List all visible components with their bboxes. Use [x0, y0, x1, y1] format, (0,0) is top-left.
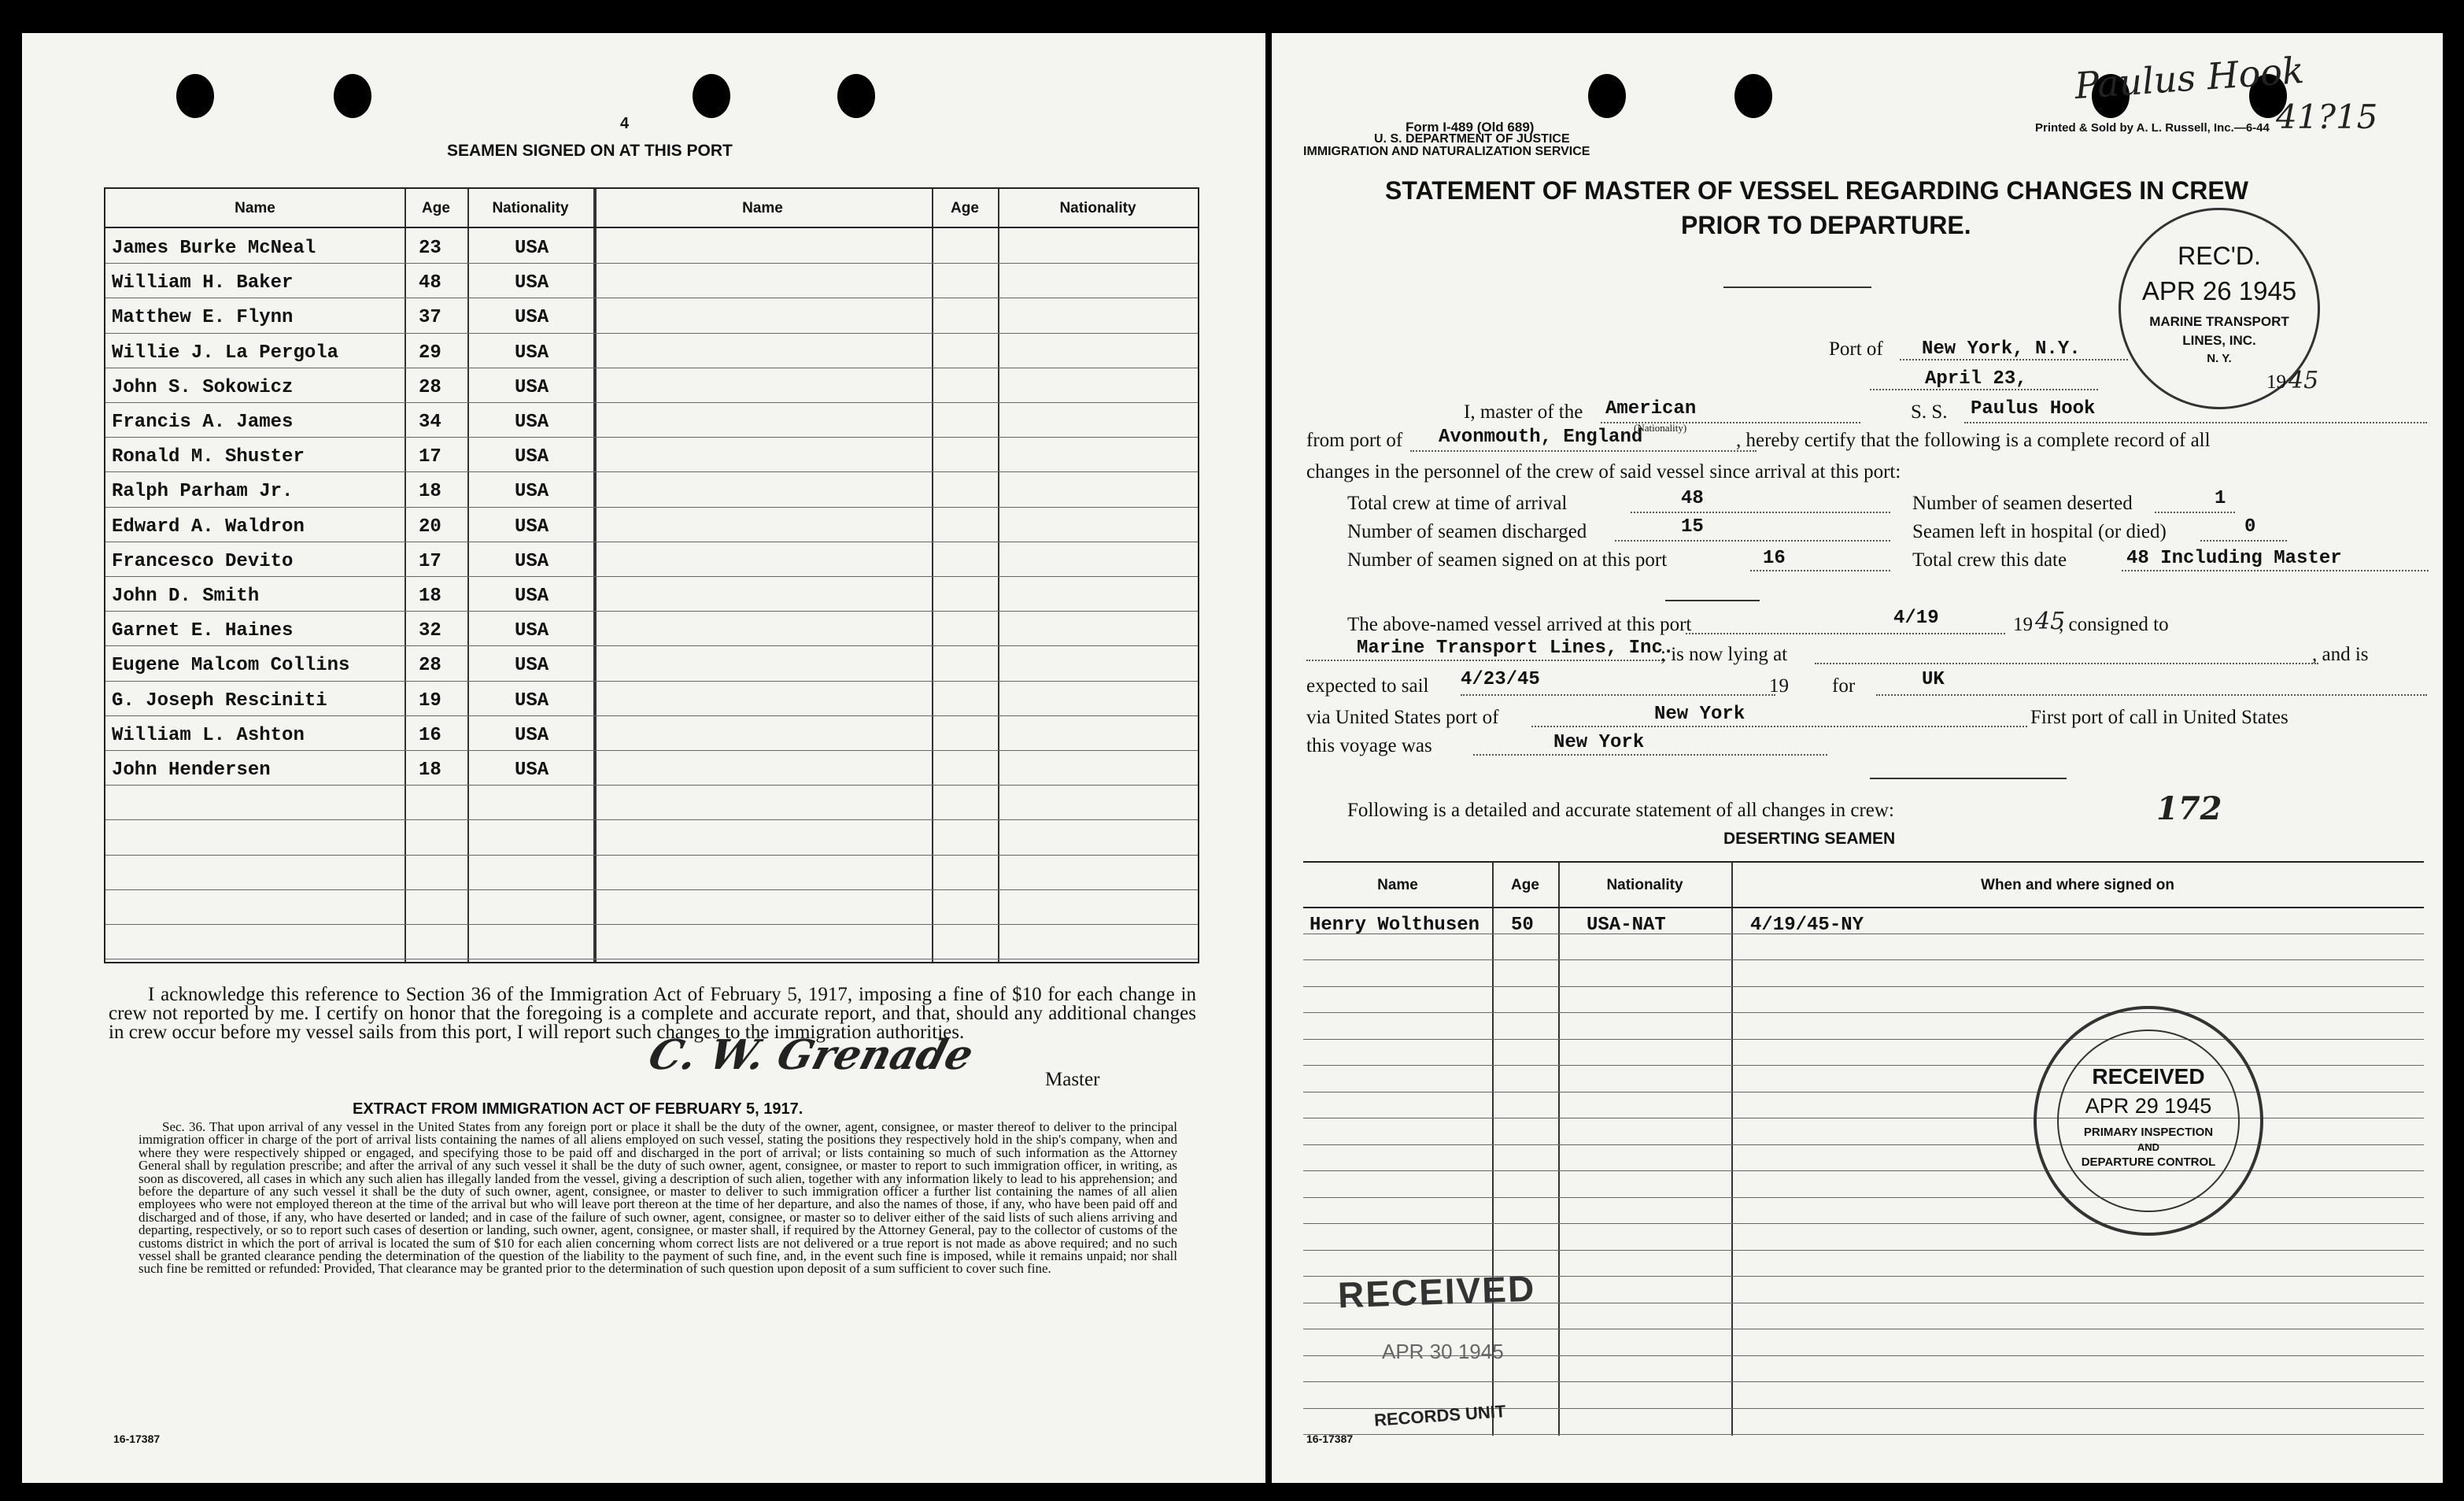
- crew-age: 28: [419, 655, 441, 677]
- arrived-label: The above-named vessel arrived at this port: [1347, 614, 1692, 635]
- row-rule: [1303, 1434, 2424, 1435]
- crew-age: 18: [419, 760, 441, 781]
- stat-arrival-value: 48: [1681, 488, 1704, 509]
- deserting-col-age: Age: [1511, 877, 1539, 893]
- crew-age: 19: [419, 689, 441, 712]
- voyage-label: this voyage was: [1306, 735, 1432, 756]
- crew-nationality: USA: [515, 655, 549, 677]
- extract-title: EXTRACT FROM IMMIGRATION ACT OF FEBRUARY 5, 1917.: [353, 1100, 803, 1118]
- form-subtitle: PRIOR TO DEPARTURE.: [1681, 211, 1971, 239]
- department: U. S. DEPARTMENT OF JUSTICE: [1374, 132, 1570, 146]
- crew-age: 17: [419, 446, 441, 468]
- crew-nationality: USA: [515, 342, 549, 364]
- row-rule: [105, 819, 1198, 820]
- deserter-age: 50: [1511, 915, 1534, 936]
- crew-name: Willie J. La Pergola: [112, 342, 339, 364]
- right-page: [1272, 33, 2443, 1483]
- stat-discharged-value: 15: [1681, 516, 1704, 538]
- punch-hole: [1588, 74, 1626, 118]
- year-prefix: 19: [1769, 675, 1789, 697]
- stat-signed-on-value: 16: [1763, 548, 1786, 569]
- handwritten-ship-name: Paulus Hook: [2073, 48, 2306, 108]
- col-header-nationality-2: Nationality: [1059, 200, 1136, 216]
- row-rule: [105, 645, 1198, 646]
- crew-nationality: USA: [515, 620, 549, 642]
- form-code: 16-17387: [1306, 1433, 1354, 1445]
- punch-hole: [176, 74, 214, 118]
- master-label: Master: [1045, 1069, 1100, 1090]
- crew-age: 23: [419, 238, 441, 259]
- crew-age: 32: [419, 620, 441, 642]
- crew-name: Matthew E. Flynn: [112, 307, 294, 329]
- row-rule: [105, 681, 1198, 682]
- form-title: STATEMENT OF MASTER OF VESSEL REGARDING CHANGES IN CREW: [1385, 176, 2248, 205]
- consigned-label: , consigned to: [2059, 614, 2169, 635]
- form-code: 16-17387: [113, 1433, 161, 1445]
- handwritten-number: 41?15: [2276, 98, 2378, 136]
- following-text: Following is a detailed and accurate statement of all changes in crew:: [1347, 800, 1894, 821]
- port-label: Port of: [1829, 338, 1883, 360]
- crew-nationality: USA: [515, 307, 549, 329]
- crew-nationality: USA: [515, 412, 549, 433]
- row-rule: [1303, 959, 2424, 960]
- deserter-nationality: USA-NAT: [1587, 915, 1666, 936]
- crew-name: John D. Smith: [112, 586, 260, 607]
- col-header-name-2: Name: [742, 200, 783, 216]
- row-rule: [1303, 1170, 2424, 1171]
- crew-name: James Burke McNeal: [112, 238, 316, 259]
- for-label: for: [1832, 675, 1856, 697]
- page-number: 4: [620, 115, 630, 132]
- crew-name: Edward A. Waldron: [112, 516, 305, 538]
- stat-label: Seamen left in hospital (or died): [1912, 521, 2167, 542]
- crew-nationality: USA: [515, 238, 549, 259]
- extract-text: Sec. 36. That upon arrival of any vessel in the United States from any foreign port or place it shall be the duty of the owner, agent, consignee, or master thereof to deliver to the principal immigration officer in charge of the port of arrival lists containing the names of all aliens employed on such vessel, stating the positions they respectively hold in the ship's company, when and where they were respectively shipped or engaged, and specifying those to be paid off and discharged in the port of arrival; or lists containing so much of such information as the Attorney General shall by regulation prescribe; and after the arrival of any such vessel it shall be the duty of such owner, agent, consignee, or master to report to such immigration officer, in writing, as soon as discovered, all cases in which any such alien has illegally landed from the vessel, giving a description of such alien, together with any information likely to lead to his apprehension; and before the departure of any such vessel it shall be the duty of such owner, agent, consignee, or master to deliver to such immigration officer a further list containing the names of all alien employees who were not employed thereon at the time of the arrival but who will leave port thereon at the time of her departure, and also the names of those, if any, who have been paid off and discharged and of those, if any, who have deserted or landed; and in case of the failure of such owner, agent, consignee, or master so to deliver either of the said lists of such aliens arriving and departing, respectively, or so to report such cases of desertion or landing, such owner, agent, consignee, or master shall, if required by the Attorney General, pay to the collector of customs of the customs district in which the port of arrival is located the sum of $10 for each alien concerning whom correct lists are not delivered or a true report is not made as above required; and no such vessel shall be granted clearance pending the determination of the question of the liability to the payment of such fine, and, in the event such fine is imposed, while it remains unpaid; nor shall such fine be remitted or refunded: Provided, That clearance may be granted prior to the determination of such question upon deposit of a sum sufficient to cover such fine.: [139, 1119, 1177, 1277]
- crew-name: John Hendersen: [112, 760, 271, 781]
- section-title: SEAMEN SIGNED ON AT THIS PORT: [447, 142, 733, 160]
- row-rule: [105, 263, 1198, 264]
- row-rule: [1303, 1381, 2424, 1382]
- nationality-caption: (Nationality): [1634, 422, 1687, 434]
- row-rule: [1303, 1250, 2424, 1251]
- year-prefix: 19: [2013, 614, 2033, 635]
- row-rule: [1303, 1223, 2424, 1224]
- title-rule: [1723, 287, 1871, 288]
- crew-name: John S. Sokowicz: [112, 376, 294, 398]
- arrived-value: 4/19: [1893, 608, 1939, 629]
- stat-label: Number of seamen deserted: [1912, 493, 2133, 514]
- crew-name: Eugene Malcom Collins: [112, 655, 350, 677]
- crew-age: 48: [419, 272, 441, 294]
- deserting-col-signed: When and where signed on: [1981, 877, 2174, 893]
- row-rule: [105, 611, 1198, 612]
- lying-label: ; is now lying at: [1661, 644, 1788, 665]
- stat-total-value: 48 Including Master: [2126, 548, 2342, 569]
- punch-hole: [1734, 74, 1772, 118]
- date-value: April 23,: [1925, 368, 2027, 390]
- ship-name: Paulus Hook: [1971, 398, 2096, 420]
- stat-label: Total crew at time of arrival: [1347, 493, 1568, 514]
- crew-name: William L. Ashton: [112, 724, 305, 746]
- acknowledgment-text: I acknowledge this reference to Section 36 of the Immigration Act of February 5, 1917, imposing a fine of $10 for each change in crew not reported by me. I certify on honor that the foregoing is a complete and accurate report, and that, should any additional changes in crew occur before my vessel sails from this port, I will report such changes to the immigration authorities.: [109, 984, 1196, 1043]
- row-rule: [105, 785, 1198, 786]
- arrived-year: 45: [2035, 608, 2066, 635]
- crew-nationality: USA: [515, 760, 549, 781]
- port-value: New York, N.Y.: [1922, 338, 2081, 360]
- row-rule: [105, 333, 1198, 334]
- col-header-age: Age: [422, 200, 450, 216]
- crew-nationality: USA: [515, 516, 549, 538]
- stat-label: Total crew this date: [1912, 549, 2067, 571]
- crew-nationality: USA: [515, 586, 549, 607]
- crew-age: 28: [419, 376, 441, 398]
- received-stamp-date: APR 30 1945: [1382, 1340, 1504, 1363]
- row-rule: [105, 437, 1198, 438]
- left-page: [22, 33, 1265, 1483]
- crew-nationality: USA: [515, 376, 549, 398]
- expected-sail-value: 4/23/45: [1461, 669, 1540, 690]
- received-stamp-unit: RECORDS UNIT: [1373, 1401, 1507, 1430]
- crew-nationality: USA: [515, 689, 549, 712]
- row-rule: [1303, 1039, 2424, 1040]
- deserting-title: DESERTING SEAMEN: [1723, 830, 1896, 848]
- service-name: IMMIGRATION AND NATURALIZATION SERVICE: [1303, 145, 1590, 158]
- master-signature: C. W. Grenade: [643, 1031, 979, 1079]
- row-rule: [105, 471, 1198, 472]
- crew-age: 18: [419, 586, 441, 607]
- deserting-col-nationality: Nationality: [1606, 877, 1683, 893]
- year-prefix: 19: [2266, 372, 2286, 393]
- voyage-value: New York: [1553, 732, 1645, 753]
- row-rule: [1303, 1012, 2424, 1013]
- punch-hole: [334, 74, 371, 118]
- changes-text: changes in the personnel of the crew of said vessel since arrival at this port:: [1306, 461, 1901, 482]
- from-port-value: Avonmouth, England: [1439, 427, 1643, 448]
- handwritten-172: 172: [2156, 790, 2222, 827]
- crew-age: 29: [419, 342, 441, 364]
- consignee: Marine Transport Lines, Inc.: [1357, 638, 1675, 659]
- crew-age: 16: [419, 724, 441, 746]
- crew-name: Ralph Parham Jr.: [112, 481, 294, 503]
- year-value: 45: [2289, 367, 2319, 394]
- from-port-label: from port of: [1306, 430, 1403, 451]
- row-rule: [105, 576, 1198, 577]
- row-rule: [105, 715, 1198, 716]
- crew-age: 17: [419, 550, 441, 572]
- punch-hole: [837, 74, 875, 118]
- stat-hospital-value: 0: [2244, 516, 2256, 538]
- row-rule: [1303, 986, 2424, 987]
- col-header-name: Name: [235, 200, 275, 216]
- via-value: New York: [1654, 704, 1745, 725]
- deserter-signed-on: 4/19/45-NY: [1750, 915, 1864, 936]
- col-header-nationality: Nationality: [492, 200, 569, 216]
- stat-label: Number of seamen discharged: [1347, 521, 1587, 542]
- ss-label: S. S.: [1911, 401, 1948, 423]
- recd-stamp: REC'D. APR 26 1945 MARINE TRANSPORT LINES, INC. N. Y.: [2119, 208, 2320, 409]
- crew-age: 34: [419, 412, 441, 433]
- crew-age: 37: [419, 307, 441, 329]
- crew-nationality: USA: [515, 481, 549, 503]
- and-is-text: , and is: [2312, 644, 2369, 665]
- row-rule: [105, 924, 1198, 925]
- first-call-label: First port of call in United States: [2030, 707, 2289, 728]
- crew-age: 20: [419, 516, 441, 538]
- crew-age: 18: [419, 481, 441, 503]
- destination: UK: [1922, 669, 1945, 690]
- form-number: Form I-489 (Old 689): [1406, 120, 1535, 135]
- crew-name: William H. Baker: [112, 272, 294, 294]
- primary-inspection-stamp: RECEIVED APR 29 1945 PRIMARY INSPECTION AND DEPARTURE CONTROL: [2034, 1006, 2263, 1236]
- crew-name: Francis A. James: [112, 412, 294, 433]
- crew-table: [104, 187, 1199, 963]
- row-rule: [105, 855, 1198, 856]
- deserting-col-name: Name: [1377, 877, 1418, 893]
- col-header-age-2: Age: [951, 200, 979, 216]
- printer-credit: Printed & Sold by A. L. Russell, Inc.—6-44: [2035, 121, 2270, 135]
- row-rule: [105, 750, 1198, 751]
- row-rule: [105, 507, 1198, 508]
- crew-name: Ronald M. Shuster: [112, 446, 305, 468]
- vessel-nationality: American: [1605, 398, 1697, 420]
- stat-label: Number of seamen signed on at this port: [1347, 549, 1668, 571]
- crew-nationality: USA: [515, 446, 549, 468]
- crew-name: Garnet E. Haines: [112, 620, 294, 642]
- certify-text: , hereby certify that the following is a complete record of all: [1736, 430, 2211, 451]
- punch-hole: [693, 74, 730, 118]
- stat-deserted-value: 1: [2215, 488, 2226, 509]
- crew-name: G. Joseph Resciniti: [112, 689, 327, 712]
- deserter-name: Henry Wolthusen: [1310, 915, 1480, 936]
- crew-nationality: USA: [515, 724, 549, 746]
- crew-name: Francesco Devito: [112, 550, 294, 572]
- row-rule: [105, 402, 1198, 403]
- master-of-label: I, master of the: [1464, 401, 1583, 423]
- crew-nationality: USA: [515, 272, 549, 294]
- row-rule: [105, 889, 1198, 890]
- crew-nationality: USA: [515, 550, 549, 572]
- received-stamp-title: RECEIVED: [1337, 1267, 1537, 1316]
- via-label: via United States port of: [1306, 707, 1499, 728]
- expected-label: expected to sail: [1306, 675, 1429, 697]
- row-rule: [1303, 1197, 2424, 1198]
